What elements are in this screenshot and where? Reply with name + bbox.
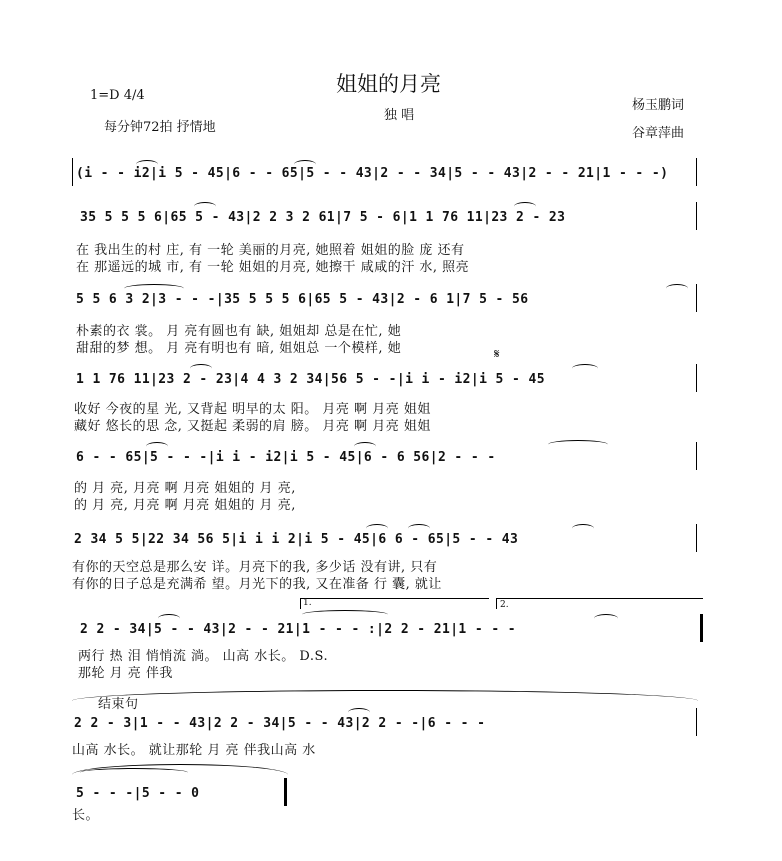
- slur: [158, 614, 180, 623]
- score-line-8: [72, 708, 698, 738]
- line-start-barline: [72, 158, 73, 186]
- tie: [80, 768, 188, 777]
- score-line-1: [72, 158, 698, 188]
- lyrics-line-7-verse-2: 那轮 月 亮 伴我: [78, 666, 173, 681]
- notes-line-5: 6 - - 65|5 - - -|i i - i2|i 5 - 45|6 - 6 56|2 - - -: [76, 450, 496, 465]
- lyrics-line-4-verse-2: 藏好 悠长的思 念, 又挺起 柔弱的肩 膀。 月亮 啊 月亮 姐姐: [74, 419, 431, 434]
- song-title: 姐姐的月亮: [336, 72, 441, 96]
- slur: [294, 160, 316, 169]
- volta-bracket-first: [300, 598, 489, 609]
- phrase-arc: [72, 690, 698, 703]
- slur: [572, 364, 598, 373]
- lyrics-line-7-verse-1: 两行 热 泪 悄悄流 淌。 山高 水长。 D.S.: [78, 649, 329, 664]
- lyrics-line-3-verse-2: 甜甜的梦 想。 月 亮有明也有 暗, 姐姐总 一个模样, 她: [76, 341, 402, 356]
- notes-line-2: 35 5 5 5 6|65 5 - 43|2 2 3 2 61|7 5 - 6|1 1 76 11|23 2 - 23: [80, 210, 566, 225]
- slur: [594, 614, 618, 623]
- score-line-6: [72, 524, 698, 554]
- performance-type: 独 唱: [384, 108, 415, 123]
- key-signature: 1=D 4/4: [90, 88, 145, 103]
- slur: [124, 284, 184, 293]
- volta-bracket-second: [496, 598, 703, 609]
- slur: [514, 202, 536, 211]
- lyrics-line-6-verse-2: 有你的日子总是充满希 望。月光下的我, 又在准备 行 囊, 就让: [72, 577, 442, 592]
- notes-line-3: 5 5 6 3 2|3 - - -|35 5 5 5 6|65 5 - 43|2 - 6 1|7 5 - 56: [76, 292, 529, 307]
- score-line-2: [72, 202, 698, 232]
- score-line-9: [72, 778, 292, 808]
- final-barline: [284, 778, 287, 806]
- slur: [348, 708, 370, 717]
- lyrics-line-8: 山高 水长。 就让那轮 月 亮 伴我山高 水: [72, 743, 316, 758]
- line-end-barline: [696, 364, 697, 392]
- slur: [302, 610, 388, 619]
- notes-line-8: 2 2 - 3|1 - - 43|2 2 - 34|5 - - 43|2 2 - -|6 - - -: [74, 716, 486, 731]
- slur: [572, 524, 594, 533]
- slur: [366, 524, 388, 533]
- lyrics-line-5-verse-1: 的 月 亮, 月亮 啊 月亮 姐姐的 月 亮,: [74, 481, 296, 496]
- line-end-barline: [696, 158, 697, 186]
- notes-line-9: 5 - - -|5 - - 0: [76, 786, 200, 801]
- slur: [354, 442, 376, 451]
- line-end-barline: [696, 708, 697, 736]
- segno-sign: 𝄋: [494, 347, 500, 362]
- score-line-3: [72, 284, 698, 314]
- volta-1-label: 1.: [303, 598, 312, 608]
- final-barline: [700, 614, 703, 642]
- notes-line-6: 2 34 5 5|22 34 56 5|i i i 2|i 5 - 45|6 6 - 65|5 - - 43: [74, 532, 519, 547]
- lyrics-line-5-verse-2: 的 月 亮, 月亮 啊 月亮 姐姐的 月 亮,: [74, 498, 296, 513]
- slur: [190, 364, 212, 373]
- slur: [136, 160, 158, 169]
- slur: [146, 442, 168, 451]
- lyrics-line-4-verse-1: 收好 今夜的星 光, 又背起 明早的太 阳。 月亮 啊 月亮 姐姐: [74, 402, 431, 417]
- lyrics-line-9: 长。: [72, 808, 100, 823]
- line-end-barline: [696, 284, 697, 312]
- lyrics-line-3-verse-1: 朴素的衣 裳。 月 亮有圆也有 缺, 姐姐却 总是在忙, 她: [76, 324, 402, 339]
- slur: [666, 284, 688, 293]
- lyrics-line-2-verse-1: 在 我出生的村 庄, 有 一轮 美丽的月亮, 她照着 姐姐的脸 庞 还有: [76, 243, 465, 258]
- slur: [548, 440, 608, 449]
- lyricist-credit: 杨玉鹏词: [632, 98, 685, 113]
- composer-credit: 谷章萍曲: [632, 126, 685, 141]
- notes-line-1: (i - - i2|i 5 - 45|6 - - 65|5 - - 43|2 - - 34|5 - - 43|2 - - 21|1 - - -): [76, 166, 669, 181]
- notes-line-7: 2 2 - 34|5 - - 43|2 - - 21|1 - - - :|2 2 - 21|1 - - -: [80, 622, 517, 637]
- lyrics-line-2-verse-2: 在 那遥远的城 市, 有 一轮 姐姐的月亮, 她擦干 咸咸的汗 水, 照亮: [76, 260, 470, 275]
- notes-line-4: 1 1 76 11|23 2 - 23|4 4 3 2 34|56 5 - -|i i - i2|i 5 - 45: [76, 372, 545, 387]
- lyrics-line-6-verse-1: 有你的天空总是那么安 详。月亮下的我, 多少话 没有讲, 只有: [72, 560, 438, 575]
- volta-2-label: 2.: [500, 600, 509, 610]
- line-end-barline: [696, 442, 697, 470]
- tempo-marking: 每分钟72拍 抒情地: [104, 120, 216, 135]
- coda-label: 结束句: [98, 697, 139, 712]
- score-line-5: [72, 442, 698, 472]
- slur: [408, 524, 430, 533]
- score-line-7: [72, 614, 698, 644]
- score-line-4: [72, 364, 698, 394]
- slur: [194, 202, 216, 211]
- line-end-barline: [696, 202, 697, 230]
- line-end-barline: [696, 524, 697, 552]
